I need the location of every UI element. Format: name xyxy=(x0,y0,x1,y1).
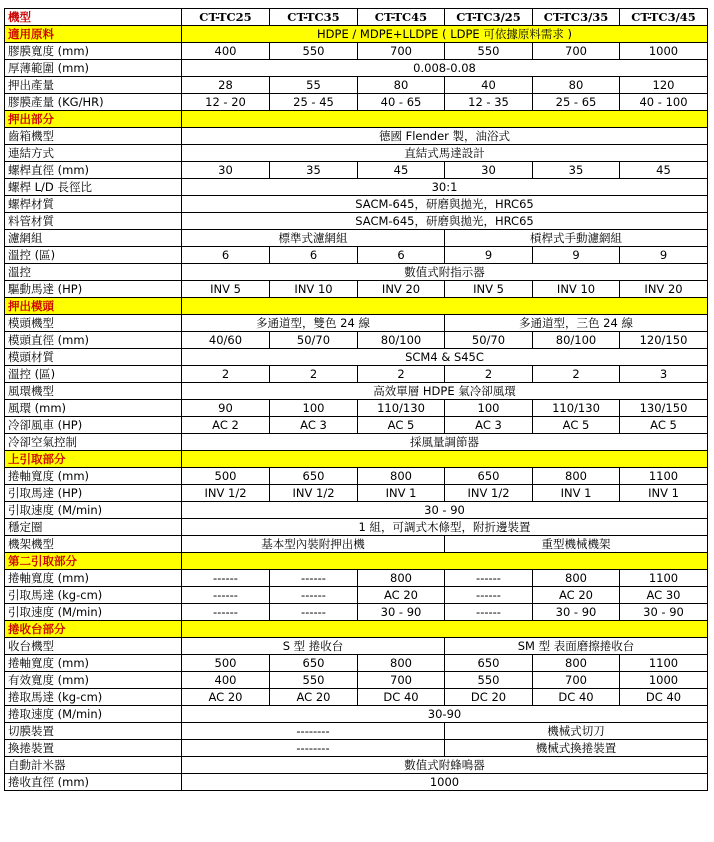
spec-value: 多通道型，三色 24 線 xyxy=(445,315,708,332)
spec-value: 1 組，可調式木條型，附折邊裝置 xyxy=(182,519,708,536)
spec-label: 收台機型 xyxy=(5,638,182,655)
spec-value: AC 5 xyxy=(620,417,708,434)
spec-value: INV 1 xyxy=(533,485,620,502)
spec-value: AC 3 xyxy=(445,417,533,434)
spec-label: 風環 (mm) xyxy=(5,400,182,417)
spec-value: 30 - 90 xyxy=(620,604,708,621)
spec-row xyxy=(5,502,708,519)
spec-label: 引取速度 (M/min) xyxy=(5,604,182,621)
spec-value: AC 5 xyxy=(533,417,620,434)
spec-value: 重型機械機架 xyxy=(445,536,708,553)
spec-value: 35 xyxy=(270,162,358,179)
spec-label: 螺桿 L/D 長徑比 xyxy=(5,179,182,196)
spec-value: ------ xyxy=(270,604,358,621)
spec-value: 40/60 xyxy=(182,332,270,349)
spec-value: DC 20 xyxy=(445,689,533,706)
spec-row xyxy=(5,587,708,604)
spec-value: 400 xyxy=(182,672,270,689)
spec-value: 500 xyxy=(182,655,270,672)
spec-value: 標準式濾網組 xyxy=(182,230,445,247)
spec-row xyxy=(5,400,708,417)
spec-value: SACM-645，研磨與拋光，HRC65 xyxy=(182,213,708,230)
spec-row xyxy=(5,638,708,655)
spec-row xyxy=(5,213,708,230)
spec-value: 30 - 90 xyxy=(182,502,708,519)
spec-label: 濾網組 xyxy=(5,230,182,247)
spec-label: 切膜裝置 xyxy=(5,723,182,740)
spec-value: 德國 Flender 製，油浴式 xyxy=(182,128,708,145)
spec-value: 30:1 xyxy=(182,179,708,196)
spec-value: 高效單層 HDPE 氣冷卻風環 xyxy=(182,383,708,400)
spec-value: 800 xyxy=(358,468,445,485)
spec-value: 2 xyxy=(270,366,358,383)
spec-value: -------- xyxy=(182,723,445,740)
spec-value: 機械式換捲裝置 xyxy=(445,740,708,757)
spec-value: 90 xyxy=(182,400,270,417)
spec-value: 500 xyxy=(182,468,270,485)
spec-value: 120/150 xyxy=(620,332,708,349)
spec-value: 400 xyxy=(182,43,270,60)
spec-value: 50/70 xyxy=(445,332,533,349)
spec-value xyxy=(182,451,708,468)
spec-row xyxy=(5,468,708,485)
spec-label: 溫控 (區) xyxy=(5,366,182,383)
spec-row xyxy=(5,434,708,451)
spec-table xyxy=(4,8,708,791)
spec-label: 引取馬達 (HP) xyxy=(5,485,182,502)
spec-value: ------ xyxy=(182,570,270,587)
spec-value: 0.008-0.08 xyxy=(182,60,708,77)
spec-value: 數值式附指示器 xyxy=(182,264,708,281)
spec-value: INV 10 xyxy=(270,281,358,298)
spec-value: 700 xyxy=(533,672,620,689)
spec-value: AC 20 xyxy=(358,587,445,604)
spec-label: 連結方式 xyxy=(5,145,182,162)
spec-row xyxy=(5,94,708,111)
spec-value: INV 1 xyxy=(358,485,445,502)
spec-label: 厚薄範圍 (mm) xyxy=(5,60,182,77)
spec-value: 多通道型，雙色 24 線 xyxy=(182,315,445,332)
spec-value: 25 - 65 xyxy=(533,94,620,111)
spec-row xyxy=(5,774,708,791)
spec-value: 25 - 45 xyxy=(270,94,358,111)
spec-value: ------ xyxy=(270,570,358,587)
spec-value: ------ xyxy=(445,604,533,621)
spec-label: 機架機型 xyxy=(5,536,182,553)
spec-row xyxy=(5,264,708,281)
spec-value: INV 1 xyxy=(620,485,708,502)
spec-value: S 型 捲收台 xyxy=(182,638,445,655)
spec-value: 30 - 90 xyxy=(533,604,620,621)
spec-row xyxy=(5,162,708,179)
spec-label: 驅動馬達 (HP) xyxy=(5,281,182,298)
spec-row xyxy=(5,315,708,332)
spec-value: SCM4 & S45C xyxy=(182,349,708,366)
spec-value: AC 20 xyxy=(182,689,270,706)
spec-value: INV 5 xyxy=(182,281,270,298)
spec-label: 換捲裝置 xyxy=(5,740,182,757)
spec-label: 膠膜產量 (KG/HR) xyxy=(5,94,182,111)
spec-label: 膠膜寬度 (mm) xyxy=(5,43,182,60)
spec-value: 3 xyxy=(620,366,708,383)
spec-value xyxy=(182,111,708,128)
spec-label: 風環機型 xyxy=(5,383,182,400)
model-header: CT-TC25 xyxy=(182,9,270,26)
spec-value: 800 xyxy=(533,468,620,485)
spec-value: 1000 xyxy=(182,774,708,791)
section-title: 押出部分 xyxy=(5,111,182,128)
spec-value: HDPE / MDPE+LLDPE ( LDPE 可依據原料需求 ) xyxy=(182,26,708,43)
spec-value: 45 xyxy=(358,162,445,179)
spec-value: 110/130 xyxy=(358,400,445,417)
spec-label: 模頭直徑 (mm) xyxy=(5,332,182,349)
spec-label: 捲軸寬度 (mm) xyxy=(5,570,182,587)
spec-value: 50/70 xyxy=(270,332,358,349)
spec-label: 螺桿直徑 (mm) xyxy=(5,162,182,179)
spec-value: 槓桿式手動濾網組 xyxy=(445,230,708,247)
section-title: 捲收台部分 xyxy=(5,621,182,638)
header-row xyxy=(5,9,708,26)
spec-value xyxy=(182,298,708,315)
section-title: 上引取部分 xyxy=(5,451,182,468)
spec-value: ------ xyxy=(445,570,533,587)
spec-value: 6 xyxy=(182,247,270,264)
spec-label: 捲軸寬度 (mm) xyxy=(5,655,182,672)
spec-value: 800 xyxy=(533,570,620,587)
spec-value: 40 xyxy=(445,77,533,94)
spec-value: DC 40 xyxy=(620,689,708,706)
section-row xyxy=(5,621,708,638)
spec-value: 9 xyxy=(620,247,708,264)
spec-row xyxy=(5,570,708,587)
spec-value: 28 xyxy=(182,77,270,94)
spec-label: 捲取馬達 (kg-cm) xyxy=(5,689,182,706)
spec-value: 2 xyxy=(445,366,533,383)
spec-row xyxy=(5,689,708,706)
spec-label: 冷卻風車 (HP) xyxy=(5,417,182,434)
spec-row xyxy=(5,706,708,723)
spec-value: 直結式馬達設計 xyxy=(182,145,708,162)
spec-row xyxy=(5,60,708,77)
spec-row xyxy=(5,145,708,162)
spec-value: -------- xyxy=(182,740,445,757)
spec-value: 基本型內裝附押出機 xyxy=(182,536,445,553)
spec-row xyxy=(5,757,708,774)
spec-value: 1100 xyxy=(620,570,708,587)
section-row xyxy=(5,298,708,315)
spec-row xyxy=(5,281,708,298)
spec-value: 700 xyxy=(533,43,620,60)
spec-value: INV 20 xyxy=(620,281,708,298)
spec-value: AC 5 xyxy=(358,417,445,434)
spec-value: 650 xyxy=(270,468,358,485)
spec-value: 數值式附蜂鳴器 xyxy=(182,757,708,774)
spec-value: SACM-645，研磨與拋光，HRC65 xyxy=(182,196,708,213)
spec-value: ------ xyxy=(182,587,270,604)
spec-label: 捲收直徑 (mm) xyxy=(5,774,182,791)
spec-value: 2 xyxy=(533,366,620,383)
spec-value: 120 xyxy=(620,77,708,94)
spec-label: 冷卻空氣控制 xyxy=(5,434,182,451)
spec-value: 12 - 20 xyxy=(182,94,270,111)
model-header: CT-TC3/25 xyxy=(445,9,533,26)
spec-label: 捲軸寬度 (mm) xyxy=(5,468,182,485)
spec-value: 130/150 xyxy=(620,400,708,417)
spec-row xyxy=(5,655,708,672)
spec-value: 30 xyxy=(182,162,270,179)
spec-label: 引取馬達 (kg-cm) xyxy=(5,587,182,604)
spec-label: 模頭材質 xyxy=(5,349,182,366)
section-row xyxy=(5,26,708,43)
spec-value: 2 xyxy=(358,366,445,383)
spec-value: 2 xyxy=(182,366,270,383)
spec-value: 800 xyxy=(358,655,445,672)
spec-value: 550 xyxy=(270,43,358,60)
spec-value: INV 1/2 xyxy=(182,485,270,502)
spec-value: 30 xyxy=(445,162,533,179)
spec-label: 料管材質 xyxy=(5,213,182,230)
spec-body xyxy=(5,26,708,791)
spec-row xyxy=(5,383,708,400)
spec-row xyxy=(5,43,708,60)
corner-label: 機型 xyxy=(5,9,182,26)
spec-row xyxy=(5,179,708,196)
spec-value xyxy=(182,621,708,638)
spec-value: 550 xyxy=(445,43,533,60)
section-row xyxy=(5,451,708,468)
section-row xyxy=(5,111,708,128)
section-title: 適用原料 xyxy=(5,26,182,43)
spec-label: 捲取速度 (M/min) xyxy=(5,706,182,723)
spec-value: 9 xyxy=(533,247,620,264)
spec-value: INV 1/2 xyxy=(445,485,533,502)
spec-row xyxy=(5,349,708,366)
spec-value: ------ xyxy=(270,587,358,604)
spec-row xyxy=(5,196,708,213)
spec-value: AC 2 xyxy=(182,417,270,434)
model-header: CT-TC35 xyxy=(270,9,358,26)
spec-value: AC 30 xyxy=(620,587,708,604)
spec-label: 溫控 xyxy=(5,264,182,281)
spec-value: 55 xyxy=(270,77,358,94)
spec-value: 35 xyxy=(533,162,620,179)
spec-value: INV 10 xyxy=(533,281,620,298)
section-title: 第二引取部分 xyxy=(5,553,182,570)
section-title: 押出模頭 xyxy=(5,298,182,315)
model-header: CT-TC3/35 xyxy=(533,9,620,26)
spec-row xyxy=(5,332,708,349)
spec-label: 穩定圈 xyxy=(5,519,182,536)
spec-value: 80/100 xyxy=(533,332,620,349)
spec-label: 有效寬度 (mm) xyxy=(5,672,182,689)
spec-value: 1000 xyxy=(620,43,708,60)
spec-row xyxy=(5,366,708,383)
spec-value: INV 1/2 xyxy=(270,485,358,502)
spec-value: 6 xyxy=(270,247,358,264)
spec-value: 110/130 xyxy=(533,400,620,417)
spec-value: 100 xyxy=(445,400,533,417)
spec-value: 80 xyxy=(358,77,445,94)
spec-value: 45 xyxy=(620,162,708,179)
spec-row xyxy=(5,77,708,94)
spec-value: 650 xyxy=(445,468,533,485)
spec-value: 800 xyxy=(358,570,445,587)
spec-row xyxy=(5,604,708,621)
spec-row xyxy=(5,740,708,757)
spec-value: 採風量調節器 xyxy=(182,434,708,451)
spec-value: 40 - 100 xyxy=(620,94,708,111)
spec-value: 6 xyxy=(358,247,445,264)
spec-label: 引取速度 (M/min) xyxy=(5,502,182,519)
spec-value: 700 xyxy=(358,43,445,60)
spec-row xyxy=(5,230,708,247)
spec-row xyxy=(5,672,708,689)
spec-value: 650 xyxy=(445,655,533,672)
spec-row xyxy=(5,485,708,502)
model-header: CT-TC3/45 xyxy=(620,9,708,26)
spec-value: SM 型 表面磨擦捲收台 xyxy=(445,638,708,655)
spec-value: 650 xyxy=(270,655,358,672)
spec-value: 12 - 35 xyxy=(445,94,533,111)
spec-value: ------ xyxy=(445,587,533,604)
section-row xyxy=(5,553,708,570)
spec-value: INV 20 xyxy=(358,281,445,298)
spec-value xyxy=(182,553,708,570)
model-header: CT-TC45 xyxy=(358,9,445,26)
spec-value: DC 40 xyxy=(358,689,445,706)
spec-value: 9 xyxy=(445,247,533,264)
spec-value: 1100 xyxy=(620,655,708,672)
spec-value: 機械式切刀 xyxy=(445,723,708,740)
spec-value: 550 xyxy=(270,672,358,689)
spec-value: AC 20 xyxy=(270,689,358,706)
spec-value: 80 xyxy=(533,77,620,94)
spec-label: 押出產量 xyxy=(5,77,182,94)
spec-value: 40 - 65 xyxy=(358,94,445,111)
spec-row xyxy=(5,723,708,740)
spec-value: 30 - 90 xyxy=(358,604,445,621)
spec-label: 模頭機型 xyxy=(5,315,182,332)
spec-value: 550 xyxy=(445,672,533,689)
spec-label: 自動計米器 xyxy=(5,757,182,774)
spec-value: DC 40 xyxy=(533,689,620,706)
spec-value: 1100 xyxy=(620,468,708,485)
spec-value: ------ xyxy=(182,604,270,621)
spec-value: 100 xyxy=(270,400,358,417)
spec-value: 700 xyxy=(358,672,445,689)
spec-value: 800 xyxy=(533,655,620,672)
spec-row xyxy=(5,247,708,264)
spec-value: 80/100 xyxy=(358,332,445,349)
spec-label: 齒箱機型 xyxy=(5,128,182,145)
spec-value: AC 20 xyxy=(533,587,620,604)
spec-label: 螺桿材質 xyxy=(5,196,182,213)
spec-value: 30-90 xyxy=(182,706,708,723)
spec-row xyxy=(5,536,708,553)
spec-label: 溫控 (區) xyxy=(5,247,182,264)
spec-value: INV 5 xyxy=(445,281,533,298)
spec-row xyxy=(5,519,708,536)
spec-value: 1000 xyxy=(620,672,708,689)
spec-row xyxy=(5,128,708,145)
spec-value: AC 3 xyxy=(270,417,358,434)
spec-row xyxy=(5,417,708,434)
